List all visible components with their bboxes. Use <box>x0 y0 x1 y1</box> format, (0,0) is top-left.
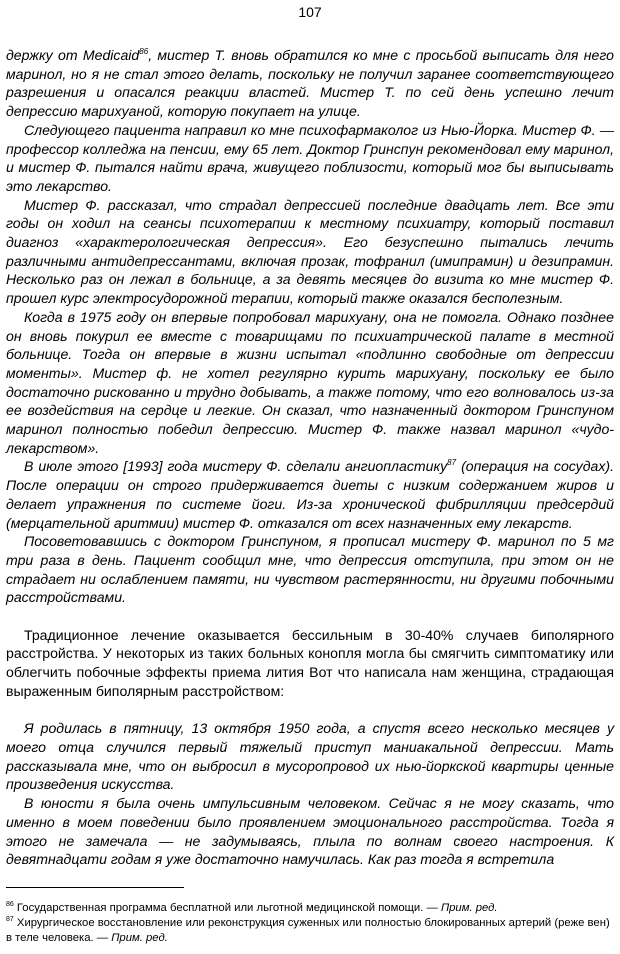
paragraph-4: Когда в 1975 году он впервые попробовал марихуану, она не помогла. Однако позднее он вновь покурил ее вместе с товарищами по психиатрической палате в местной больнице. Тогда он впервые в жизни испытал «подлинно свободные от депрессии моменты». Мистер ф. не хотел регулярно курить марихуану, поскольку ее было достаточно рискованно и трудно добывать, а также потому, что его волновалось из-за ее воздействия на сердце и легкие. Он сказал, что назначенный доктором Гринспуном маринол полностью победил депрессию. Мистер Ф. также назвал маринол «чудо-лекарством». <box>6 308 614 456</box>
body-text <box>6 46 614 869</box>
footnote-number: 86 <box>6 901 14 908</box>
paragraph-9: В юности я была очень импульсивным человеком. Сейчас я не могу сказать, что именно в моем поведении было проявлением эмоционального расстройства. Тогда я этого не замечала — не задумываясь, плыла по волнам своего настроения. К девятнадцати годам я уже достаточно намучилась. Как раз тогда я встретила <box>6 795 614 868</box>
paragraph-5-text-a: В июле этого [1993] года мистеру Ф. сделали ангиопластику <box>24 458 448 475</box>
paragraph-1 <box>6 46 614 121</box>
paragraph-5 <box>6 457 614 532</box>
paragraph-8: Я родилась в пятницу, 13 октября 1950 года, а спустя всего несколько месяцев у моего отца случился первый тяжелый приступ маниакальной депрессии. Мать рассказывала мне, что он выбросил в мусоропровод их нью-йоркской квартиры ценные произведения искусства. <box>6 720 614 793</box>
paragraph-3: Мистер Ф. рассказал, что страдал депрессией последние двадцать лет. Все эти годы он ходил на сеансы психотерапии к местному психиатру, который поставил диагноз «характерологическая депрессия». Его безуспешно пытались лечить различными антидепрессантами, включая прозак, тофранил (имипрамин) и дезипрамин. Несколько раз он лежал в больнице, а за девять месяцев до визита ко мне мистер Ф. прошел курс электросудорожной терапии, который также оказался бесполезным. <box>6 196 614 307</box>
footnote-ref-87[interactable]: 87 <box>447 458 457 468</box>
editor-note: Прим. ред. <box>440 902 498 914</box>
footnote-number: 87 <box>6 916 14 923</box>
paragraph-1-text-b: , мистер Т. вновь обратился ко мне с просьбой выписать для него маринол, но я не стал этого делать, поскольку не получил заранее соответствующего разрешения и опасался реакции властей. Мистер Т. по сей день успешно лечит депрессию марихуаной, которую покупает на улице. <box>6 47 614 120</box>
paragraph-5-text-b: (операция на сосудах). После операции он строго придерживается диеты с низким содержанием жиров и делает упражнения по системе йоги. Из-за хронической фибрилляции предсердий (мерцательной аритмии) мистер Ф. отказался от всех назначенных ему лекарств. <box>6 458 615 531</box>
page-number: 107 <box>298 4 322 20</box>
footnote-text: Государственная программа бесплатной или льготной медицинской помощи. — <box>13 902 441 914</box>
footnote-text: Хирургическое восстановление или реконструкция суженных или полностью блокированных артерий (реже вен) в теле человека. — <box>6 917 610 944</box>
paragraph-2: Следующего пациента направил ко мне психофармаколог из Нью-Йорка. Мистер Ф. — профессор колледжа на пенсии, ему 65 лет. Доктор Гринспун рекомендовал ему маринол, и мистер Ф. пытался найти врача, живущего поблизости, который мог бы выписывать это лекарство. <box>6 121 614 194</box>
editor-note: Прим. ред. <box>111 932 168 944</box>
footnotes <box>6 901 614 946</box>
paragraph-1-text-a: держку от Medicaid <box>6 47 140 63</box>
footnote-ref-86[interactable]: 86 <box>139 47 149 56</box>
paragraph-7: Традиционное лечение оказывается бессильным в 30-40% случаев биполярного расстройства. У некоторых из таких больных конопля могла бы смягчить симптоматику или облегчить побочные эффекты приема лития Вот что написала нам женщина, страдающая выраженным биполярным расстройством: <box>6 626 614 699</box>
footnote-86 <box>6 901 614 916</box>
footnote-87 <box>6 916 614 946</box>
paragraph-6: Посоветовавшись с доктором Гринспуном, я прописал мистеру Ф. маринол по 5 мг три раза в день. Пациент сообщил мне, что депрессия отступила, при этом он не страдает ни ослаблением памяти, ни чувством растерянности, ни другими побочными расстройствами. <box>6 533 614 606</box>
footnote-divider <box>6 887 184 888</box>
